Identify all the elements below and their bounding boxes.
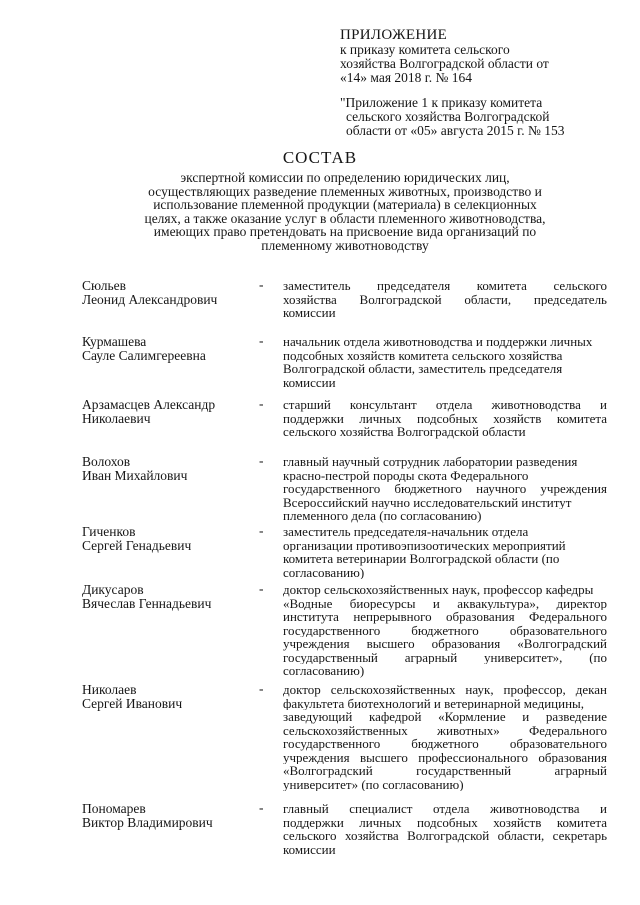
role-line: начальник отдела животноводства и поддержки личных <box>283 335 593 349</box>
document-title: СОСТАВ <box>282 148 358 167</box>
document-subtitle <box>120 171 570 252</box>
role-line: организации противоэпизоотических мероприятий <box>283 538 566 552</box>
member-given-name: Николаевич <box>82 411 151 426</box>
member-dash: - <box>259 333 264 348</box>
subtitle-line: целях, а также оказание услуг в области племенного животноводства, <box>144 210 546 226</box>
role-line: факультета биотехнологий и ветеринарной медицины, <box>283 696 585 710</box>
member-name <box>82 455 262 483</box>
member-given-name: Сауле Салимгереевна <box>82 348 206 363</box>
role-line: учреждения высшего образования «Волгоградский <box>283 637 607 651</box>
role-line: комиссии <box>283 306 336 320</box>
role-line: хозяйства Волгоградской области, председатель <box>283 292 607 306</box>
member-given-name: Сергей Генадьевич <box>82 538 192 553</box>
member-surname: Пономарев <box>82 801 146 816</box>
subtitle-line: осуществляющих разведение племенных животных, производство и <box>148 183 542 199</box>
member-name <box>82 525 262 553</box>
role-line: сельскохозяйственных животных» Федерального <box>283 723 607 737</box>
role-line: сельского хозяйства Волгоградской области <box>283 425 526 439</box>
subtitle-line: племенному животноводству <box>261 237 429 253</box>
subtitle-line: использование племенной продукции (материала) в селекционных <box>153 197 537 212</box>
role-line: комиссии <box>283 375 336 389</box>
member-dash: - <box>259 277 264 292</box>
role-line: главный специалист отдела животноводства и <box>283 802 607 816</box>
member-surname: Гиченков <box>82 524 136 539</box>
role-line: доктор сельскохозяйственных наук, профессор кафедры <box>283 583 594 597</box>
role-line: «Волгоградский государственный аграрный <box>283 764 607 778</box>
order-header <box>340 28 620 85</box>
role-line: старший консультант отдела животноводства и <box>283 398 607 412</box>
role-line: государственного бюджетного образовательного <box>283 737 607 751</box>
member-given-name: Леонид Александрович <box>82 292 218 307</box>
role-line: племенного дела (по согласованию) <box>283 509 482 523</box>
header-title: ПРИЛОЖЕНИЕ <box>340 27 448 43</box>
role-line: института непрерывного образования Федерального <box>283 610 607 624</box>
subtitle-line: имеющих право претендовать на присвоение вида организаций по <box>153 224 537 239</box>
role-line: заместитель председателя комитета сельского <box>283 279 607 293</box>
member-role <box>283 802 607 856</box>
member-given-name: Иван Михайлович <box>82 468 188 483</box>
member-role <box>283 455 607 523</box>
appendix-line: сельского хозяйства Волгоградской <box>346 109 550 124</box>
member-dash: - <box>259 396 264 411</box>
appendix-line: "Приложение 1 к приказу комитета <box>340 95 543 110</box>
role-line: согласованию) <box>283 664 365 678</box>
member-role <box>283 335 607 389</box>
role-line: «Водные биоресурсы и аквакультура», директор <box>283 596 607 610</box>
appendix-reference <box>340 96 625 138</box>
role-line: государственного бюджетного научного учреждения <box>283 482 607 496</box>
member-dash: - <box>259 581 264 596</box>
member-role <box>283 683 607 791</box>
role-line: доктор сельскохозяйственных наук, профессор, декан <box>283 683 607 697</box>
subtitle-line: экспертной комиссии по определению юридических лиц, <box>180 170 510 185</box>
member-role <box>283 525 607 579</box>
member-dash: - <box>259 453 264 468</box>
role-line: университет» (по согласованию) <box>283 777 464 791</box>
role-line: учреждения высшего профессионального образования <box>283 750 607 764</box>
role-line: государственный аграрный университет», (по <box>283 650 607 664</box>
member-given-name: Сергей Иванович <box>82 696 183 711</box>
role-line: согласованию) <box>283 565 365 579</box>
member-surname: Сюльев <box>82 278 127 293</box>
role-line: поддержки личных подсобных хозяйств комитета <box>283 411 607 425</box>
role-line: главный научный сотрудник лаборатории разведения <box>283 455 578 469</box>
member-dash: - <box>259 523 264 538</box>
member-name <box>82 335 262 363</box>
role-line: поддержки личных подсобных хозяйств комитета <box>283 815 607 829</box>
member-surname: Николаев <box>82 682 137 697</box>
member-dash: - <box>259 681 264 696</box>
header-line: к приказу комитета сельского <box>340 42 510 57</box>
role-line: красно-пестрой породы скота Федерального <box>283 468 529 482</box>
member-role <box>283 583 607 678</box>
role-line: Волгоградской области, заместитель председателя <box>283 362 563 376</box>
role-line: комитета ветеринарии Волгоградской области (по <box>283 552 560 566</box>
role-line: государственного бюджетного образовательного <box>283 623 607 637</box>
member-name <box>82 583 262 611</box>
member-name <box>82 398 262 426</box>
role-line: заведующий кафедрой «Кормление и разведение <box>283 710 607 724</box>
member-role <box>283 279 607 320</box>
role-line: заместитель председателя-начальник отдела <box>283 525 529 539</box>
member-name <box>82 802 262 830</box>
member-surname: Дикусаров <box>82 582 144 597</box>
member-given-name: Виктор Владимирович <box>82 815 213 830</box>
member-given-name: Вячеслав Геннадьевич <box>82 596 212 611</box>
member-name <box>82 279 262 307</box>
role-line: комиссии <box>283 842 336 856</box>
member-name <box>82 683 262 711</box>
member-surname: Арзамасцев Александр <box>82 397 216 412</box>
member-role <box>283 398 607 439</box>
role-line: сельского хозяйства Волгоградской области, секретарь <box>283 829 607 843</box>
member-surname: Курмашева <box>82 334 147 349</box>
role-line: Всероссийский научно исследовательский институт <box>283 495 572 509</box>
member-dash: - <box>259 800 264 815</box>
appendix-line: области от «05» августа 2015 г. № 153 <box>346 123 565 138</box>
header-line: «14» мая 2018 г. № 164 <box>340 70 473 85</box>
member-surname: Волохов <box>82 454 131 469</box>
header-line: хозяйства Волгоградской области от <box>340 56 549 71</box>
role-line: подсобных хозяйств комитета сельского хозяйства <box>283 348 563 362</box>
